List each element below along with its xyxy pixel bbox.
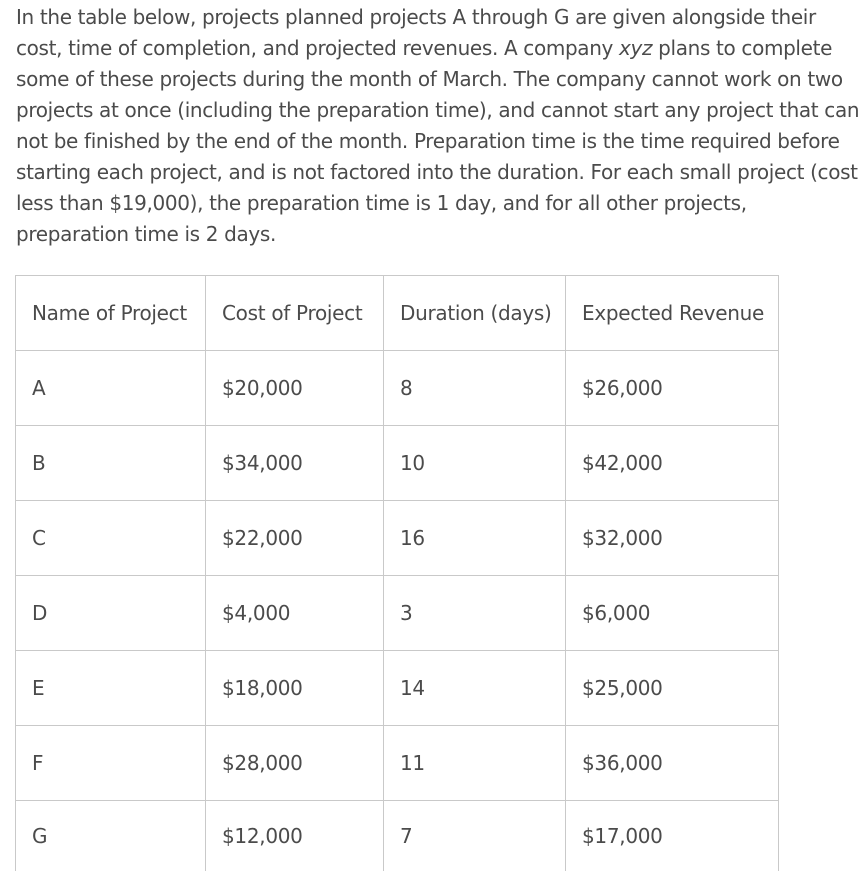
project-duration: 10 — [384, 426, 566, 501]
table-row — [16, 726, 779, 801]
intro-text: preparation time is 2 days. — [16, 222, 276, 246]
intro-line — [16, 2, 846, 33]
intro-text: cost, time of completion, and projected revenues. A company — [16, 36, 620, 60]
project-revenue: $17,000 — [566, 801, 779, 872]
intro-text: some of these projects during the month of March. The company cannot work on two — [16, 67, 843, 91]
intro-text: less than $19,000), the preparation time is 1 day, and for all other projects, — [16, 191, 747, 215]
project-cost: $28,000 — [206, 726, 384, 801]
project-name: D — [16, 576, 206, 651]
intro-line — [16, 219, 846, 250]
project-name: A — [16, 351, 206, 426]
project-cost: $12,000 — [206, 801, 384, 872]
intro-line — [16, 188, 846, 219]
intro-line — [16, 157, 858, 188]
project-revenue: $42,000 — [566, 426, 779, 501]
table-row — [16, 651, 779, 726]
project-cost: $20,000 — [206, 351, 384, 426]
project-cost: $18,000 — [206, 651, 384, 726]
table-row — [16, 576, 779, 651]
intro-line — [16, 95, 859, 126]
intro-text: not be finished by the end of the month. Preparation time is the time required before — [16, 129, 840, 153]
intro-text: projects at once (including the preparation time), and cannot start any project that can — [16, 98, 859, 122]
company-name: xyz — [619, 36, 653, 60]
table-row — [16, 426, 779, 501]
table-header-row — [16, 276, 779, 351]
header-duration: Duration (days) — [384, 276, 566, 351]
project-revenue: $36,000 — [566, 726, 779, 801]
intro-text: plans to complete — [652, 36, 833, 60]
intro-text: In the table below, projects planned projects A through G are given alongside their — [16, 5, 816, 29]
header-name-of-project: Name of Project — [16, 276, 206, 351]
project-duration: 8 — [384, 351, 566, 426]
intro-line — [16, 126, 846, 157]
project-revenue: $26,000 — [566, 351, 779, 426]
table-row — [16, 501, 779, 576]
intro-line — [16, 33, 846, 64]
project-cost: $34,000 — [206, 426, 384, 501]
table-row — [16, 351, 779, 426]
intro-paragraph — [16, 2, 859, 250]
project-duration: 14 — [384, 651, 566, 726]
project-revenue: $6,000 — [566, 576, 779, 651]
project-name: C — [16, 501, 206, 576]
project-revenue: $25,000 — [566, 651, 779, 726]
project-duration: 11 — [384, 726, 566, 801]
project-name: B — [16, 426, 206, 501]
intro-line — [16, 64, 846, 95]
projects-table — [15, 275, 779, 871]
project-cost: $4,000 — [206, 576, 384, 651]
project-duration: 16 — [384, 501, 566, 576]
project-name: F — [16, 726, 206, 801]
project-duration: 3 — [384, 576, 566, 651]
project-name: E — [16, 651, 206, 726]
project-name: G — [16, 801, 206, 872]
project-revenue: $32,000 — [566, 501, 779, 576]
project-cost: $22,000 — [206, 501, 384, 576]
intro-text: starting each project, and is not factored into the duration. For each small project (cost — [16, 160, 858, 184]
header-expected-revenue: Expected Revenue — [566, 276, 779, 351]
project-duration: 7 — [384, 801, 566, 872]
table-row — [16, 801, 779, 872]
header-cost-of-project: Cost of Project — [206, 276, 384, 351]
